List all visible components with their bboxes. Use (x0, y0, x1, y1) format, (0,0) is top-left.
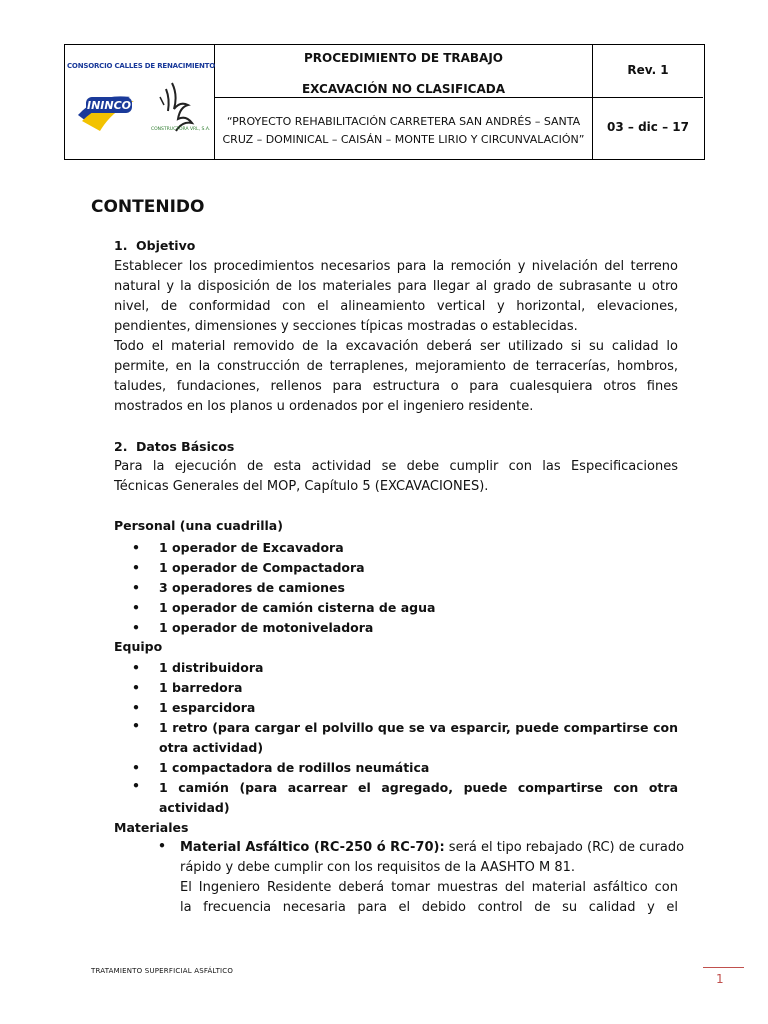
project-name (221, 113, 586, 149)
section-number: 1. (114, 238, 128, 253)
list-item: • 1 compactadora de rodillos neumática (132, 760, 430, 775)
text-line: Para la ejecución de esta actividad se debe cumplir con las Especificaciones (114, 459, 678, 474)
revision: Rev. 1 (627, 63, 669, 77)
project-line: “PROYECTO REHABILITACIÓN CARRETERA SAN ANDRÉS – SANTA (226, 115, 581, 128)
divider (215, 97, 592, 98)
footer-rule (703, 967, 744, 968)
section-number: 2. (114, 439, 128, 454)
bullet: • (132, 718, 140, 733)
section-1-heading (114, 238, 195, 253)
bullet: • (132, 778, 140, 793)
logo-text: ININCO (86, 99, 132, 112)
text-line: Todo el material removido de la excavación deberá ser utilizado si su calidad lo (114, 339, 678, 354)
logo-cell (65, 45, 215, 159)
section-2-body (114, 457, 678, 497)
text-line: nivel, de conformidad con el alineamiento vertical y horizontal, elevaciones, (114, 299, 678, 314)
list-item: • 1 operador de Compactadora (132, 560, 365, 575)
content-heading: CONTENIDO (91, 197, 205, 217)
list-item: 1 retro (para cargar el polvillo que se va esparcir, puede compartirse con otra actividad) (159, 720, 678, 755)
text-line: permite, en la construcción de terraplenes, mejoramiento de terracerías, hombros, (114, 359, 678, 374)
list-item: • 1 operador de Excavadora (132, 540, 344, 555)
section-title: Datos Básicos (136, 439, 235, 454)
list-item: • 1 barredora (132, 680, 243, 695)
personal-heading: Personal (una cuadrilla) (114, 518, 283, 533)
partner-name: CONSTRUCTORA VRL, S.A. (151, 127, 211, 132)
text-line: Técnicas Generales del MOP, Capítulo 5 (EXCAVACIONES). (114, 479, 489, 494)
revision-cell (593, 45, 703, 159)
header-table (64, 44, 705, 160)
materiales-heading: Materiales (114, 820, 189, 835)
text-line: taludes, fundaciones, rellenos para estructura o para cualesquiera otros fines (114, 379, 678, 394)
title-cell (215, 45, 593, 159)
list-item: • 3 operadores de camiones (132, 580, 345, 595)
text-line: natural y la disposición de los materiales para llegar al grado de subrasante u otro (114, 279, 678, 294)
text-line: pendientes, dimensiones y secciones típicas mostradas o establecidas. (114, 319, 578, 334)
doc-title: PROCEDIMIENTO DE TRABAJO (303, 51, 504, 65)
section-title: Objetivo (136, 238, 196, 253)
section-2-heading (114, 439, 234, 454)
text-line: Establecer los procedimientos necesarios para la remoción y nivelación del terreno (114, 259, 678, 274)
section-1-body (114, 257, 678, 417)
list-item: • 1 distribuidora (132, 660, 264, 675)
list-item: • 1 operador de camión cisterna de agua (132, 600, 436, 615)
page-number: 1 (716, 972, 724, 986)
list-item: Material Asfáltico (RC-250 ó RC-70): será el tipo rebajado (RC) de curado rápido y debe cumplir con los requisitos de la AASHTO M 81. El Ingeniero Residente deberá tomar muestras del material asfáltico con la frecuencia necesaria para el debido control de su calidad y el (180, 840, 685, 915)
equipo-heading: Equipo (114, 639, 163, 654)
project-line: CRUZ – DOMINICAL – CAISÁN – MONTE LIRIO Y CIRCUNVALACIÓN” (222, 133, 585, 146)
list-item: 1 camión (para acarrear el agregado, puede compartirse con otra actividad) (159, 780, 678, 815)
company-name: CONSORCIO CALLES DE RENACIMIENTO (67, 62, 215, 70)
list-item: • 1 operador de motoniveladora (132, 620, 374, 635)
company-logo (68, 75, 212, 145)
doc-subtitle: EXCAVACIÓN NO CLASIFICADA (301, 82, 506, 96)
footer-title: TRATAMIENTO SUPERFICIAL ASFÁLTICO (91, 967, 234, 975)
bullet: • (158, 838, 166, 853)
doc-date: 03 – dic – 17 (607, 120, 689, 134)
list-item: • 1 esparcidora (132, 700, 256, 715)
divider (593, 97, 703, 98)
text-line: mostrados en los planos u ordenados por el ingeniero residente. (114, 399, 534, 414)
